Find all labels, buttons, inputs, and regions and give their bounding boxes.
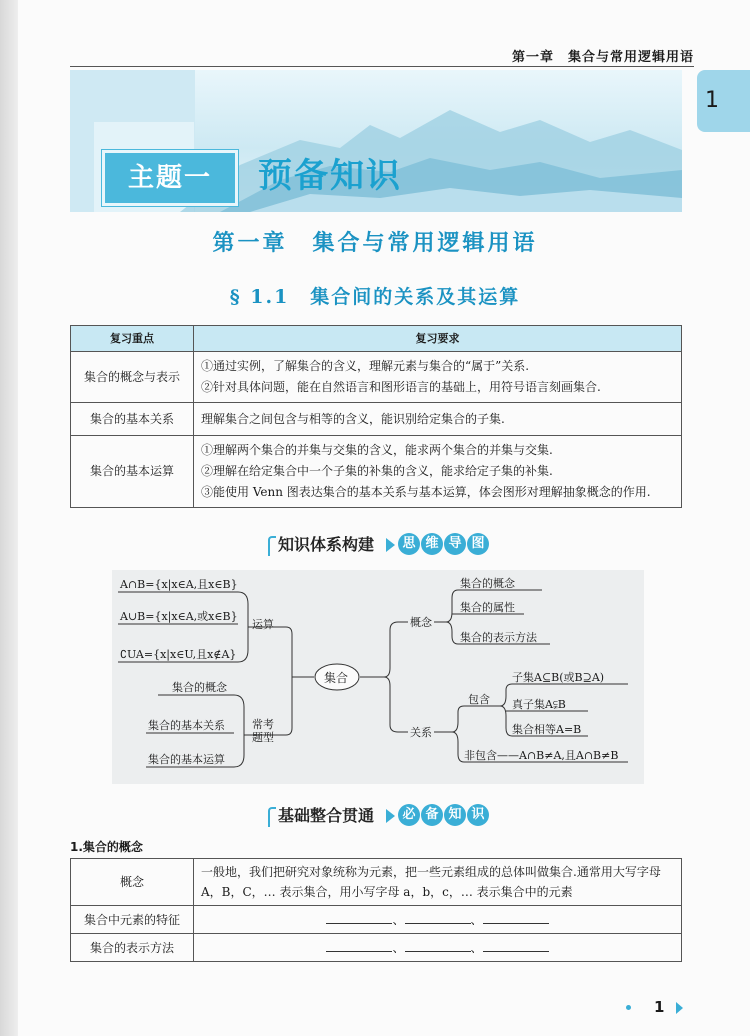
types-label: 常考题型 [252,718,274,744]
topic-cell: 集合的概念与表示 [71,352,194,403]
arrow-right-icon [386,809,395,823]
blank-separator: 、 [392,913,405,927]
content-cell: 一般地，我们把研究对象统称为元素，把一些元素组成的总体叫做集合.通常用大写字母 A，B，C，… 表示集合，用小写字母 a，b，c，… 表示集合中的元素 [194,859,682,906]
arrow-right-icon [676,1002,683,1014]
heading-dot: 识 [467,804,489,826]
theme-label-box [102,150,238,206]
type-concept: 集合的概念 [172,681,227,694]
heading-bracket [268,807,276,827]
header-cell: 复习要求 [194,326,682,352]
theme-label: 主题一 [127,163,212,193]
review-table-header [71,326,682,352]
requirement-cell [194,436,682,508]
page-gutter-shadow [0,0,18,1036]
heading-dot: 备 [421,804,443,826]
topic-cell: 集合的基本运算 [71,436,194,508]
table-row [71,352,682,403]
running-head: 第一章 集合与常用逻辑用语 [511,50,694,65]
noncontain-item: 非包含——A∩B≠A,且A∩B≠B [464,749,619,762]
table-row [71,906,682,934]
requirement-line: 理解集合之间包含与相等的含义，能识别给定集合的子集. [201,411,505,426]
requirement-line: ③能使用 Venn 图表达集合的基本关系与基本运算，体会图形对理解抽象概念的作用. [201,485,651,499]
relation-label: 关系 [410,726,432,739]
heading-dot: 图 [467,533,489,555]
heading-dot: 必 [398,804,420,826]
arrow-right-icon [386,538,395,552]
section-title: § 1.1 集合间的关系及其运算 [229,286,521,308]
answer-blank[interactable] [483,937,549,952]
concept-item: 集合的属性 [460,601,515,614]
answer-blank[interactable] [405,937,471,952]
answer-blank[interactable] [326,909,392,924]
contain-item: 集合相等A=B [512,723,582,736]
blank-separator: 、 [392,941,405,955]
heading-dot: 维 [421,533,443,555]
table-row [71,934,682,962]
table-row [71,403,682,436]
contain-item: 真子集A⫋B [512,698,566,711]
blank-separator: 、 [470,941,483,955]
concept-item: 集合的概念 [460,577,515,590]
heading-dots [398,803,490,826]
heading-dot: 思 [398,533,420,555]
chapter-thumb-tab [697,70,750,132]
contain-item: 子集A⊆B(或B⊇A) [512,671,605,684]
type-relation: 集合的基本关系 [148,719,225,732]
knowledge-section-heading [268,532,498,558]
heading-dots [398,532,490,555]
mind-map [112,570,644,784]
op-union: A∪B={x|x∈A,或x∈B} [120,610,238,623]
concept-item: 集合的表示方法 [460,631,537,644]
topic-cell: 概念 [71,859,194,906]
op-complement: ∁UA={x|x∈U,且x∉A} [120,648,237,661]
fill-blank-cell [194,906,682,934]
thumb-tab-number: 1 [705,88,719,113]
topic-cell: 集合中元素的特征 [71,906,194,934]
requirement-line: ②针对具体问题，能在自然语言和图形语言的基础上，用符号语言刻画集合. [201,380,601,394]
knowledge-heading-label: 知识体系构建 [278,535,375,554]
type-operation: 集合的基本运算 [148,753,225,766]
ops-label: 运算 [252,618,274,631]
heading-dot: 导 [444,533,466,555]
requirement-cell [194,403,682,436]
answer-blank[interactable] [326,937,392,952]
basics-table [70,858,682,962]
answer-blank[interactable] [405,909,471,924]
basics-heading-label: 基础整合贯通 [278,806,375,825]
header-cell: 复习重点 [71,326,194,352]
topic-cell: 集合的表示方法 [71,934,194,962]
header-rule [70,66,694,67]
basics-section-heading [268,803,498,829]
requirement-line: ①理解两个集合的并集与交集的含义，能求两个集合的并集与交集. [201,443,553,457]
requirement-line: ②理解在给定集合中一个子集的补集的含义，能求给定子集的补集. [201,464,553,478]
contain-label: 包含 [468,693,490,706]
answer-blank[interactable] [483,909,549,924]
heading-dot: 知 [444,804,466,826]
page-number-text: 1 [654,998,665,1016]
requirement-line: ①通过实例，了解集合的含义，理解元素与集合的“属于”关系. [201,359,530,373]
requirement-cell [194,352,682,403]
topic-cell: 集合的基本关系 [71,403,194,436]
theme-title: 预备知识 [258,156,402,196]
op-intersection: A∩B={x|x∈A,且x∈B} [120,578,238,591]
concept-label: 概念 [410,616,432,629]
chapter-title: 第一章 集合与常用逻辑用语 [212,230,538,256]
table-row [71,859,682,906]
center-node: 集合 [324,671,349,685]
heading-bracket [268,536,276,556]
table-row [71,436,682,508]
dot-icon [626,1005,631,1010]
blank-separator: 、 [470,913,483,927]
subsection-title: 1.集合的概念 [70,840,143,854]
review-table [70,325,682,508]
fill-blank-cell [194,934,682,962]
